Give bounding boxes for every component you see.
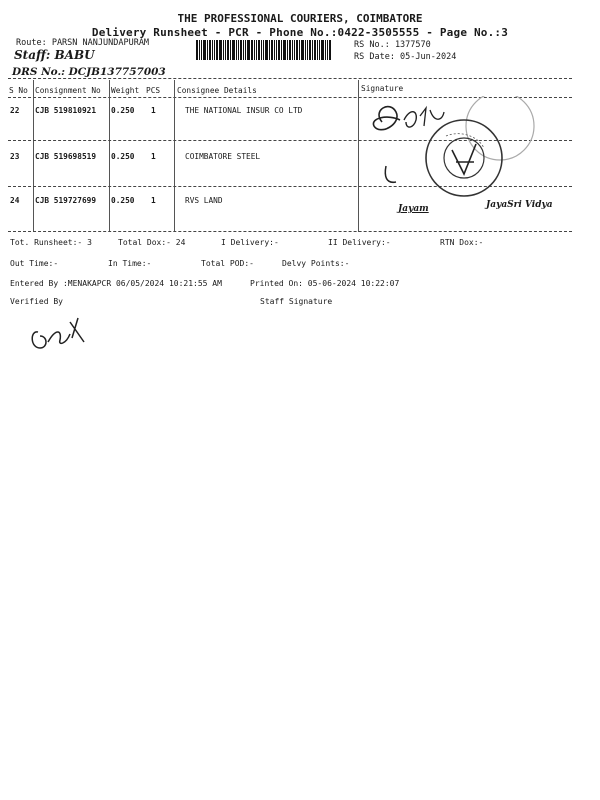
barcode-bar bbox=[281, 40, 282, 60]
total-dox: Total Dox:- 24 bbox=[118, 238, 186, 247]
row-sno: 24 bbox=[10, 196, 20, 205]
barcode-bar bbox=[283, 40, 286, 60]
col-header-weight: Weight bbox=[111, 86, 140, 95]
signature-scribble bbox=[420, 108, 444, 126]
barcode-bar bbox=[238, 40, 239, 60]
col-divider bbox=[174, 80, 175, 232]
barcode-bar bbox=[201, 40, 202, 60]
signature-stamp-area bbox=[360, 96, 570, 231]
col-divider bbox=[358, 80, 359, 232]
barcode-bar bbox=[240, 40, 242, 60]
barcode-bar bbox=[299, 40, 300, 60]
barcode-bar bbox=[327, 40, 328, 60]
barcode-bar bbox=[212, 40, 213, 60]
barcode-bar bbox=[214, 40, 215, 60]
barcode-bar bbox=[232, 40, 235, 60]
ii-delivery: II Delivery:- bbox=[328, 238, 391, 247]
runsheet-title: Delivery Runsheet - PCR - Phone No.:0422-3505555 - Page No.:3 bbox=[91, 26, 509, 39]
verifier-signature bbox=[26, 308, 96, 358]
barcode-bar bbox=[230, 40, 231, 60]
barcode-bar bbox=[312, 40, 313, 60]
col-divider bbox=[33, 80, 34, 232]
barcode-bar bbox=[321, 40, 324, 60]
row-weight: 0.250 bbox=[111, 152, 135, 161]
signature-scribble bbox=[404, 112, 416, 127]
row-consignee: THE NATIONAL INSUR CO LTD bbox=[185, 106, 303, 115]
barcode-bar bbox=[317, 40, 318, 60]
col-header-consignment: Consignment No bbox=[35, 86, 101, 95]
barcode-bar bbox=[219, 40, 222, 60]
barcode-bar bbox=[292, 40, 293, 60]
barcode-bar bbox=[251, 40, 253, 60]
in-time: In Time:- bbox=[108, 259, 152, 268]
col-header-signature: Signature bbox=[361, 84, 404, 93]
barcode-bar bbox=[307, 40, 308, 60]
out-time: Out Time:- bbox=[10, 259, 59, 268]
barcode-bar bbox=[261, 40, 262, 60]
barcode-bar bbox=[296, 40, 298, 60]
barcode-bar bbox=[225, 40, 226, 60]
drs-number: DRS No.: DCJB137757003 bbox=[12, 66, 166, 78]
barcode-bar bbox=[196, 40, 198, 60]
route-label: Route: PARSN NANJUNDAPURAM bbox=[16, 38, 150, 48]
col-divider bbox=[109, 80, 110, 232]
staff-label: Staff: BABU bbox=[14, 48, 95, 62]
barcode-bar bbox=[305, 40, 306, 60]
barcode-bar bbox=[301, 40, 304, 60]
signature-scribble bbox=[385, 166, 396, 182]
row-consignment: CJB 519727699 bbox=[35, 196, 97, 205]
entered-by: Entered By :MENAKAPCR 06/05/2024 10:21:55 AM bbox=[10, 279, 222, 288]
signature-scribble bbox=[373, 107, 400, 130]
barcode-bar bbox=[319, 40, 320, 60]
staff-signature: Staff Signature bbox=[260, 297, 333, 306]
barcode-bar bbox=[271, 40, 273, 60]
row24-signature-left: Jayam bbox=[398, 204, 429, 214]
barcode-bar bbox=[309, 40, 311, 60]
barcode-bar bbox=[254, 40, 255, 60]
row-consignment: CJB 519698519 bbox=[35, 152, 97, 161]
verified-by: Verified By bbox=[10, 297, 63, 306]
barcode-bar bbox=[247, 40, 250, 60]
barcode-bar bbox=[263, 40, 264, 60]
barcode-bar bbox=[245, 40, 246, 60]
barcode-bar bbox=[258, 40, 260, 60]
table-top-rule bbox=[8, 78, 572, 79]
rs-date: RS Date: 05-Jun-2024 bbox=[354, 52, 457, 62]
row-consignee: COIMBATORE STEEL bbox=[185, 152, 261, 161]
barcode-bar bbox=[314, 40, 316, 60]
barcode-bar bbox=[269, 40, 270, 60]
row-sno: 22 bbox=[10, 106, 20, 115]
barcode-bar bbox=[329, 40, 331, 60]
company-stamp bbox=[426, 120, 502, 196]
rtn-dox: RTN Dox:- bbox=[440, 238, 484, 247]
row24-signature-right: JayaSri Vidya bbox=[486, 200, 553, 210]
barcode-bar bbox=[278, 40, 280, 60]
row-weight: 0.250 bbox=[111, 196, 135, 205]
barcode-bar bbox=[256, 40, 257, 60]
barcode-bar bbox=[287, 40, 288, 60]
barcode-bar bbox=[265, 40, 268, 60]
i-delivery: I Delivery:- bbox=[221, 238, 279, 247]
barcode-bar bbox=[274, 40, 275, 60]
barcode-bar bbox=[289, 40, 291, 60]
row-pcs: 1 bbox=[151, 152, 156, 161]
row-consignee: RVS LAND bbox=[185, 196, 223, 205]
barcode-bar bbox=[236, 40, 237, 60]
delvy-points: Delvy Points:- bbox=[282, 259, 350, 268]
col-header-consignee: Consignee Details bbox=[177, 86, 257, 95]
barcode bbox=[196, 40, 346, 60]
row-pcs: 1 bbox=[151, 106, 156, 115]
barcode-bar bbox=[207, 40, 208, 60]
row-consignment: CJB 519810921 bbox=[35, 106, 97, 115]
barcode-bar bbox=[294, 40, 295, 60]
barcode-bar bbox=[223, 40, 224, 60]
barcode-bar bbox=[325, 40, 326, 60]
row-weight: 0.250 bbox=[111, 106, 135, 115]
barcode-bar bbox=[276, 40, 277, 60]
barcode-bar bbox=[209, 40, 211, 60]
total-pod: Total POD:- bbox=[201, 259, 254, 268]
barcode-bar bbox=[227, 40, 229, 60]
col-header-sno: S No bbox=[9, 86, 28, 95]
row-pcs: 1 bbox=[151, 196, 156, 205]
barcode-bar bbox=[203, 40, 206, 60]
faint-stamp bbox=[466, 96, 534, 160]
barcode-bar bbox=[243, 40, 244, 60]
company-title: THE PROFESSIONAL COURIERS, COIMBATORE bbox=[177, 12, 423, 25]
table-bottom-rule bbox=[8, 231, 572, 232]
barcode-bar bbox=[216, 40, 218, 60]
rs-number: RS No.: 1377570 bbox=[354, 40, 431, 50]
row-sno: 23 bbox=[10, 152, 20, 161]
col-header-pcs: PCS bbox=[146, 86, 161, 95]
tot-runsheet: Tot. Runsheet:- 3 bbox=[10, 238, 92, 247]
printed-on: Printed On: 05-06-2024 10:22:07 bbox=[250, 279, 400, 288]
barcode-bar bbox=[199, 40, 200, 60]
